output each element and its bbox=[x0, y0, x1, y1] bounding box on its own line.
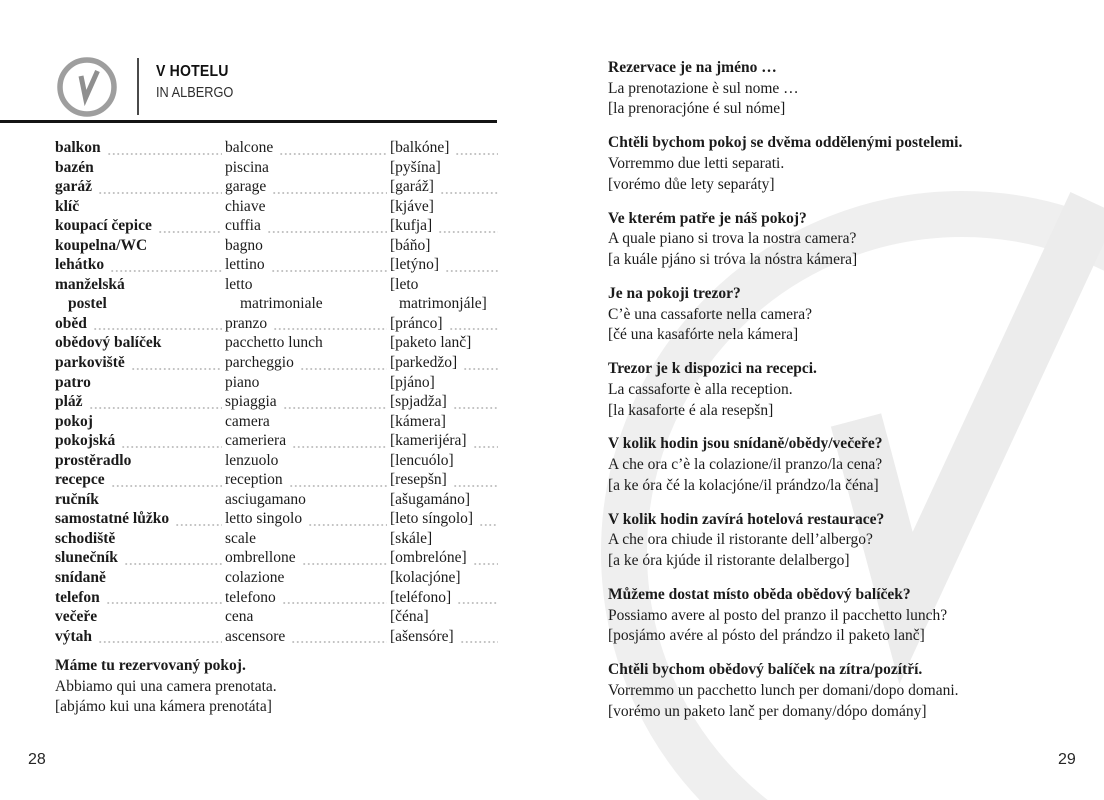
table-row bbox=[55, 471, 501, 491]
pronunciation: [kámera] bbox=[390, 412, 446, 430]
leader-dots bbox=[440, 192, 498, 194]
czech-term: pláž bbox=[55, 393, 83, 411]
phrase-block bbox=[608, 209, 1088, 271]
czech-term-cell bbox=[55, 334, 225, 354]
italian-term: spiaggia bbox=[225, 393, 277, 411]
italian-term-cell bbox=[225, 354, 390, 374]
czech-term-cell bbox=[55, 530, 225, 550]
czech-term: parkoviště bbox=[55, 354, 125, 372]
italian-term: lettino bbox=[225, 256, 265, 274]
table-row bbox=[55, 159, 501, 179]
italian-term: pranzo bbox=[225, 314, 268, 332]
italian-term-cell bbox=[225, 530, 390, 550]
leader-dots bbox=[449, 328, 499, 330]
pronunciation-cell bbox=[390, 354, 501, 374]
leader-dots bbox=[121, 446, 222, 448]
italian-term: bagno bbox=[225, 236, 263, 254]
clock-icon bbox=[55, 55, 119, 124]
table-row bbox=[55, 628, 501, 648]
phrase-czech: Je na pokoji trezor? bbox=[608, 284, 741, 302]
leader-dots bbox=[272, 192, 387, 194]
leader-dots bbox=[463, 368, 498, 370]
pronunciation: [kjáve] bbox=[390, 197, 434, 215]
czech-term-cell bbox=[55, 589, 225, 609]
phrase-italian: Possiamo avere al posto del pranzo il pacchetto lunch? bbox=[608, 606, 948, 624]
leader-dots bbox=[273, 328, 387, 330]
table-row bbox=[55, 569, 501, 589]
table-row bbox=[55, 139, 501, 159]
czech-term-cell bbox=[55, 178, 225, 198]
czech-term: výtah bbox=[55, 627, 93, 645]
pronunciation-cell bbox=[390, 217, 501, 237]
pronunciation: [skále] bbox=[390, 529, 433, 547]
leader-dots bbox=[460, 641, 498, 643]
phrase-italian: Vorremmo un pacchetto lunch per domani/dopo domani. bbox=[608, 682, 959, 700]
italian-term: pacchetto lunch bbox=[225, 334, 323, 352]
czech-term: patro bbox=[55, 373, 91, 391]
pronunciation: [leto bbox=[390, 275, 419, 293]
phrase-block bbox=[608, 133, 1088, 195]
leader-dots bbox=[291, 641, 387, 643]
phrase-italian: A che ora chiude il ristorante dell’albergo? bbox=[608, 531, 873, 549]
table-row bbox=[55, 217, 501, 237]
pronunciation-cell bbox=[390, 198, 501, 218]
italian-term-cell bbox=[225, 159, 390, 179]
italian-term: reception bbox=[225, 471, 283, 489]
czech-term-cell bbox=[55, 139, 225, 159]
pronunciation: [paketo lanč] bbox=[390, 334, 472, 352]
phrase-italian: La prenotazione è sul nome … bbox=[608, 79, 799, 97]
phrase-czech: V kolik hodin jsou snídaně/obědy/večeře? bbox=[608, 435, 883, 453]
italian-term: chiave bbox=[225, 197, 266, 215]
section-header bbox=[156, 63, 244, 102]
italian-term-cell bbox=[225, 334, 390, 354]
czech-term: klíč bbox=[55, 197, 80, 215]
pronunciation-cell bbox=[390, 374, 501, 394]
italian-term: matrimoniale bbox=[240, 295, 323, 313]
czech-term-cell bbox=[55, 549, 225, 569]
phrase-czech: Můžeme dostat místo oběda obědový balíček? bbox=[608, 586, 911, 604]
pronunciation: [ašugamáno] bbox=[390, 490, 471, 508]
table-row bbox=[55, 354, 501, 374]
czech-term: snídaně bbox=[55, 569, 106, 587]
czech-term-cell bbox=[55, 471, 225, 491]
phrase-italian: Vorremmo due letti separati. bbox=[608, 155, 785, 172]
italian-term: lenzuolo bbox=[225, 451, 279, 469]
czech-term-cell bbox=[55, 315, 225, 335]
italian-term-cell bbox=[225, 256, 390, 276]
czech-term: prostěradlo bbox=[55, 451, 132, 469]
phrase-block bbox=[608, 284, 1088, 346]
czech-term-cell bbox=[55, 452, 225, 472]
czech-term: balkon bbox=[55, 139, 101, 156]
table-row bbox=[55, 295, 501, 315]
phrase-block bbox=[608, 58, 1088, 120]
czech-term: pokojská bbox=[55, 432, 116, 450]
czech-term-cell bbox=[55, 374, 225, 394]
leader-dots bbox=[279, 153, 387, 155]
pronunciation-cell bbox=[390, 413, 501, 433]
vocab-table bbox=[55, 139, 501, 647]
leader-dots bbox=[158, 231, 222, 233]
czech-term-cell bbox=[55, 628, 225, 648]
phrase-block bbox=[608, 434, 1088, 496]
phrase-pronunciation: [a ke óra kjúde il ristorante delalbergo] bbox=[608, 552, 850, 570]
leader-dots bbox=[131, 368, 222, 370]
pronunciation-cell bbox=[390, 393, 501, 413]
pronunciation: [parkedžo] bbox=[390, 354, 458, 372]
czech-term: bazén bbox=[55, 158, 94, 176]
pronunciation: [balkóne] bbox=[390, 139, 450, 156]
italian-term-cell bbox=[225, 217, 390, 237]
pronunciation-cell bbox=[390, 276, 501, 296]
phrase-block bbox=[608, 585, 1088, 647]
pronunciation: [resepšn] bbox=[390, 471, 447, 489]
italian-term-cell bbox=[225, 139, 390, 159]
phrase-czech: Ve kterém patře je náš pokoj? bbox=[608, 209, 807, 227]
phrase-pronunciation: [abjámo kui una kámera prenotáta] bbox=[55, 698, 272, 716]
phrase-block bbox=[608, 359, 1088, 421]
italian-term: cuffia bbox=[225, 217, 261, 235]
italian-term: piscina bbox=[225, 158, 269, 176]
pronunciation-cell bbox=[390, 432, 501, 452]
table-row bbox=[55, 491, 501, 511]
italian-term-cell bbox=[225, 608, 390, 628]
table-row bbox=[55, 374, 501, 394]
phrase-block bbox=[608, 510, 1088, 572]
leader-dots bbox=[111, 485, 222, 487]
pronunciation-cell bbox=[390, 159, 501, 179]
pronunciation: [pyšína] bbox=[390, 158, 441, 176]
italian-term: telefono bbox=[225, 588, 276, 606]
leader-dots bbox=[473, 446, 498, 448]
italian-term: garage bbox=[225, 178, 267, 196]
pronunciation-cell bbox=[390, 139, 501, 159]
italian-term-cell bbox=[225, 549, 390, 569]
czech-term-cell bbox=[55, 217, 225, 237]
table-row bbox=[55, 413, 501, 433]
italian-term: ombrellone bbox=[225, 549, 296, 567]
italian-term: asciugamano bbox=[225, 490, 306, 508]
phrase-pronunciation: [a kuále pjáno si tróva la nóstra kámera] bbox=[608, 251, 858, 268]
table-row bbox=[55, 334, 501, 354]
pronunciation: [letýno] bbox=[390, 256, 440, 274]
pronunciation-cell bbox=[390, 628, 501, 648]
czech-term: manželská bbox=[55, 275, 125, 293]
phrase-italian: A quale piano si trova la nostra camera? bbox=[608, 230, 857, 248]
italian-term-cell bbox=[225, 628, 390, 648]
czech-term: pokoj bbox=[55, 412, 93, 430]
czech-term: koupací čepice bbox=[55, 217, 152, 235]
italian-term: letto singolo bbox=[225, 510, 303, 528]
section-title: V HOTELU bbox=[156, 63, 229, 80]
page-number-right: 29 bbox=[1058, 751, 1076, 768]
phrase-pronunciation: [vorémo un paketo lanč per domany/dópo domány] bbox=[608, 702, 927, 720]
leader-dots bbox=[479, 524, 498, 526]
italian-term-cell bbox=[225, 432, 390, 452]
italian-term: cena bbox=[225, 608, 254, 626]
pronunciation: [ašensóre] bbox=[390, 627, 454, 645]
right-phrases bbox=[608, 58, 1088, 736]
pronunciation-cell bbox=[390, 589, 501, 609]
leader-dots bbox=[473, 563, 498, 565]
table-row bbox=[55, 452, 501, 472]
leader-dots bbox=[289, 485, 387, 487]
pronunciation-cell bbox=[390, 452, 501, 472]
leader-dots bbox=[93, 328, 222, 330]
czech-term: lehátko bbox=[55, 256, 105, 274]
leader-dots bbox=[455, 153, 498, 155]
table-row bbox=[55, 530, 501, 550]
italian-term-cell bbox=[225, 237, 390, 257]
italian-term-cell bbox=[225, 589, 390, 609]
pronunciation-cell bbox=[390, 510, 501, 530]
italian-term-cell bbox=[225, 413, 390, 433]
italian-term-cell bbox=[225, 295, 390, 315]
czech-term-cell bbox=[55, 569, 225, 589]
pronunciation: [leto síngolo] bbox=[390, 510, 474, 528]
leader-dots bbox=[107, 153, 222, 155]
czech-term: recepce bbox=[55, 471, 105, 489]
pronunciation-cell bbox=[390, 471, 501, 491]
czech-term-cell bbox=[55, 276, 225, 296]
pronunciation-cell bbox=[390, 491, 501, 511]
leader-dots bbox=[175, 524, 222, 526]
italian-term: letto bbox=[225, 275, 253, 293]
table-row bbox=[55, 237, 501, 257]
italian-term-cell bbox=[225, 452, 390, 472]
table-row bbox=[55, 432, 501, 452]
phrase-block bbox=[608, 660, 1088, 722]
phrase-pronunciation: [vorémo důe lety separáty] bbox=[608, 175, 775, 193]
header-divider-vertical bbox=[137, 58, 139, 115]
table-row bbox=[55, 315, 501, 335]
italian-term: cameriera bbox=[225, 432, 287, 450]
leader-dots bbox=[457, 602, 498, 604]
pronunciation-cell bbox=[390, 256, 501, 276]
leader-dots bbox=[302, 563, 387, 565]
phrase-czech: Trezor je k dispozici na recepci. bbox=[608, 360, 817, 378]
italian-term: balcone bbox=[225, 139, 274, 156]
pronunciation: matrimonjále] bbox=[399, 295, 487, 313]
pronunciation: [kamerijéra] bbox=[390, 432, 467, 450]
leader-dots bbox=[271, 270, 387, 272]
pronunciation: [čéna] bbox=[390, 608, 429, 626]
italian-term-cell bbox=[225, 178, 390, 198]
phrase-pronunciation: [čé una kasafórte nela kámera] bbox=[608, 326, 799, 344]
table-row bbox=[55, 178, 501, 198]
leader-dots bbox=[308, 524, 387, 526]
pronunciation: [lencuólo] bbox=[390, 451, 454, 469]
leader-dots bbox=[283, 407, 387, 409]
pronunciation: [teléfono] bbox=[390, 588, 452, 606]
pronunciation: [ombrelóne] bbox=[390, 549, 467, 567]
italian-term: parcheggio bbox=[225, 354, 294, 372]
italian-term: scale bbox=[225, 529, 256, 547]
phrase-czech: Chtěli bychom pokoj se dvěma oddělenými postelemi. bbox=[608, 134, 963, 152]
phrase-italian: A che ora c’è la colazione/il pranzo/la cena? bbox=[608, 456, 883, 474]
italian-term-cell bbox=[225, 569, 390, 589]
leader-dots bbox=[453, 485, 498, 487]
leader-dots bbox=[267, 231, 387, 233]
czech-term-cell bbox=[55, 393, 225, 413]
czech-term-cell bbox=[55, 256, 225, 276]
pronunciation: [báňo] bbox=[390, 236, 431, 254]
table-row bbox=[55, 589, 501, 609]
pronunciation-cell bbox=[390, 334, 501, 354]
czech-term: slunečník bbox=[55, 549, 118, 567]
table-row bbox=[55, 510, 501, 530]
leader-dots bbox=[98, 641, 222, 643]
phrase-czech: Chtěli bychom obědový balíček na zítra/pozítří. bbox=[608, 661, 923, 679]
pronunciation: [pjáno] bbox=[390, 373, 435, 391]
czech-term-cell bbox=[55, 413, 225, 433]
pronunciation-cell bbox=[390, 530, 501, 550]
czech-term: večeře bbox=[55, 608, 98, 626]
section-subtitle: IN ALBERGO bbox=[156, 85, 234, 101]
czech-term-cell bbox=[55, 432, 225, 452]
phrase-pronunciation: [posjámo avére al pósto del prándzo il paketo lanč] bbox=[608, 627, 925, 645]
phrase-italian: Abbiamo qui una camera prenotata. bbox=[55, 677, 277, 695]
leader-dots bbox=[89, 407, 222, 409]
czech-term-cell bbox=[55, 608, 225, 628]
phrase-czech: V kolik hodin zavírá hotelová restaurace? bbox=[608, 510, 885, 528]
italian-term-cell bbox=[225, 198, 390, 218]
page-number-left: 28 bbox=[28, 751, 46, 768]
pronunciation-cell bbox=[390, 237, 501, 257]
leader-dots bbox=[453, 407, 498, 409]
czech-term-cell bbox=[55, 198, 225, 218]
czech-term-cell bbox=[55, 237, 225, 257]
pronunciation-cell bbox=[390, 549, 501, 569]
pronunciation-cell bbox=[390, 178, 501, 198]
table-row bbox=[55, 608, 501, 628]
header-rule bbox=[0, 120, 497, 123]
phrase-pronunciation: [la kasaforte é ala resepšn] bbox=[608, 401, 774, 419]
phrase-italian: La cassaforte è alla reception. bbox=[608, 380, 793, 398]
czech-term: garáž bbox=[55, 178, 93, 196]
phrase-block-left bbox=[55, 656, 515, 718]
table-row bbox=[55, 256, 501, 276]
pronunciation-cell bbox=[390, 569, 501, 589]
italian-term-cell bbox=[225, 315, 390, 335]
leader-dots bbox=[292, 446, 387, 448]
czech-term: postel bbox=[68, 295, 107, 313]
czech-term: koupelna/WC bbox=[55, 236, 148, 254]
czech-term: schodiště bbox=[55, 529, 116, 547]
italian-term: ascensore bbox=[225, 627, 286, 645]
leader-dots bbox=[282, 602, 387, 604]
italian-term-cell bbox=[225, 510, 390, 530]
leader-dots bbox=[438, 231, 498, 233]
phrase-pronunciation: [a ke óra čé la kolacjóne/il prándzo/la čéna] bbox=[608, 476, 879, 494]
phrase-pronunciation: [la prenoracjóne é sul nóme] bbox=[608, 100, 786, 118]
leader-dots bbox=[300, 368, 387, 370]
czech-term: telefon bbox=[55, 588, 100, 606]
phrase-czech: Rezervace je na jméno … bbox=[608, 59, 777, 76]
italian-term: camera bbox=[225, 412, 270, 430]
table-row bbox=[55, 198, 501, 218]
italian-term-cell bbox=[225, 393, 390, 413]
czech-term: obědový balíček bbox=[55, 334, 162, 352]
czech-term-cell bbox=[55, 295, 225, 315]
pronunciation: [garáž] bbox=[390, 178, 434, 196]
italian-term: piano bbox=[225, 373, 260, 391]
table-row bbox=[55, 276, 501, 296]
leader-dots bbox=[106, 602, 222, 604]
phrase-italian: C’è una cassaforte nella camera? bbox=[608, 305, 812, 323]
leader-dots bbox=[98, 192, 222, 194]
czech-term-cell bbox=[55, 510, 225, 530]
pronunciation-cell bbox=[390, 608, 501, 628]
table-row bbox=[55, 393, 501, 413]
leader-dots bbox=[124, 563, 222, 565]
italian-term: colazione bbox=[225, 569, 285, 587]
leader-dots bbox=[445, 270, 498, 272]
table-row bbox=[55, 549, 501, 569]
pronunciation: [pránco] bbox=[390, 314, 443, 332]
italian-term-cell bbox=[225, 491, 390, 511]
czech-term: samostatné lůžko bbox=[55, 510, 170, 528]
italian-term-cell bbox=[225, 374, 390, 394]
pronunciation: [kolacjóne] bbox=[390, 569, 461, 587]
phrase-czech: Máme tu rezervovaný pokoj. bbox=[55, 657, 246, 674]
czech-term-cell bbox=[55, 159, 225, 179]
czech-term-cell bbox=[55, 491, 225, 511]
czech-term-cell bbox=[55, 354, 225, 374]
pronunciation: [spjadža] bbox=[390, 393, 447, 411]
pronunciation: [kufja] bbox=[390, 217, 433, 235]
italian-term-cell bbox=[225, 276, 390, 296]
czech-term: ručník bbox=[55, 490, 99, 508]
pronunciation-cell bbox=[390, 315, 501, 335]
italian-term-cell bbox=[225, 471, 390, 491]
leader-dots bbox=[110, 270, 222, 272]
czech-term: oběd bbox=[55, 314, 87, 332]
pronunciation-cell bbox=[390, 295, 501, 315]
